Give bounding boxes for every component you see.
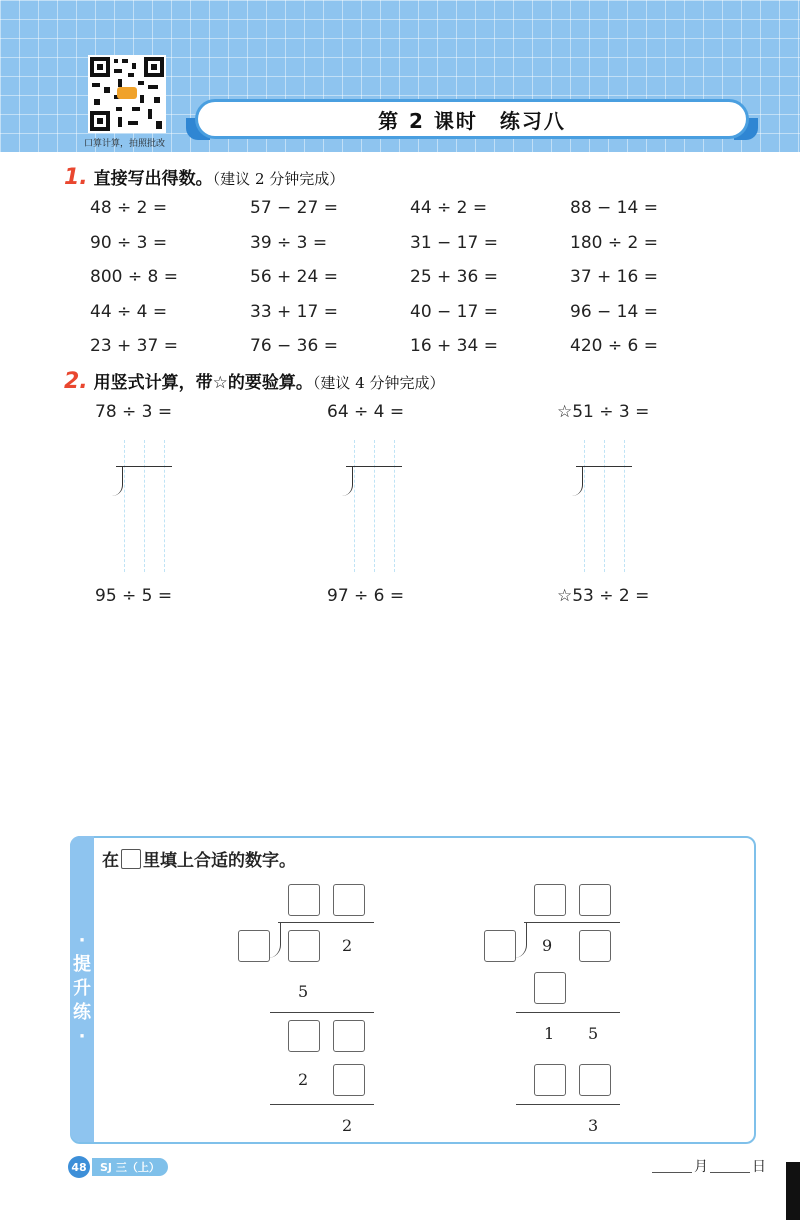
math-problem: 88 − 14 = <box>570 198 658 218</box>
vertical-problem: 95 ÷ 5 = <box>95 586 173 606</box>
answer-box[interactable] <box>288 884 320 916</box>
section2-heading <box>64 368 445 394</box>
section2-number: 2. <box>64 369 88 394</box>
section1-heading <box>64 164 344 190</box>
answer-box[interactable] <box>579 884 611 916</box>
bonus-tab-char: · <box>78 930 86 951</box>
vertical-problem: 78 ÷ 3 = <box>95 402 173 422</box>
division-line <box>278 922 374 923</box>
division-line <box>516 1104 620 1105</box>
book-label: SJ 三（上） <box>92 1158 168 1176</box>
division-line <box>270 1104 374 1105</box>
qr-caption: 口算计算，拍照批改 <box>84 139 166 149</box>
guide-line <box>144 440 145 572</box>
answer-box[interactable] <box>333 884 365 916</box>
bonus-tab <box>70 836 94 1142</box>
division-bracket <box>576 466 632 497</box>
math-row <box>90 196 730 231</box>
section1-number: 1. <box>64 165 88 190</box>
guide-line <box>584 440 585 572</box>
answer-box[interactable] <box>534 1064 566 1096</box>
math-row <box>90 300 730 335</box>
month-blank[interactable] <box>652 1160 692 1173</box>
bonus-tab-char: 提 <box>73 954 91 975</box>
division-bracket <box>116 466 172 497</box>
remainder-digit: 2 <box>342 1116 353 1135</box>
section2-hint: （建议 4 分钟完成） <box>312 374 445 392</box>
answer-box[interactable] <box>534 884 566 916</box>
math-problem: 56 + 24 = <box>250 267 338 287</box>
math-problem: 25 + 36 = <box>410 267 498 287</box>
page-number: 48 <box>68 1156 90 1178</box>
math-problem: 90 ÷ 3 = <box>90 232 168 253</box>
division-line <box>270 1012 374 1013</box>
section1-hint: （建议 2 分钟完成） <box>212 170 345 188</box>
bonus-title-end: 里填上合适的数字。 <box>143 851 296 871</box>
answer-box[interactable] <box>484 930 516 962</box>
guide-line <box>624 440 625 572</box>
lesson-title: 第 2 课时 练习八 <box>378 108 566 133</box>
given-digit: 9 <box>542 936 553 955</box>
math-row <box>90 265 730 300</box>
given-digit: 5 <box>588 1024 599 1043</box>
answer-box[interactable] <box>333 1020 365 1052</box>
math-row <box>90 334 730 369</box>
math-problem: 40 − 17 = <box>410 301 498 322</box>
vertical-problem: ☆53 ÷ 2 = <box>557 586 650 606</box>
division-bracket <box>346 466 402 497</box>
answer-box[interactable] <box>534 972 566 1004</box>
math-problem: 37 + 16 = <box>570 267 658 287</box>
math-problem: 39 ÷ 3 = <box>250 232 328 253</box>
math-problem: 16 + 34 = <box>410 336 498 356</box>
guide-line <box>374 440 375 572</box>
section1-title: 直接写出得数。 <box>93 169 213 189</box>
bonus-tab-char: 练 <box>73 1002 91 1023</box>
day-blank[interactable] <box>710 1160 750 1173</box>
day-label: 日 <box>752 1159 766 1175</box>
bonus-tab-char: · <box>78 1026 86 1047</box>
date-field <box>650 1156 766 1176</box>
page-edge-mark <box>786 1162 800 1220</box>
math-problem: 420 ÷ 6 = <box>570 336 658 356</box>
answer-box[interactable] <box>288 930 320 962</box>
bonus-panel <box>70 836 756 1144</box>
vertical-problem: ☆51 ÷ 3 = <box>557 402 650 422</box>
vertical-problem: 97 ÷ 6 = <box>327 586 405 606</box>
division-line <box>516 1012 620 1013</box>
given-digit: 2 <box>342 936 353 955</box>
math-problem: 23 + 37 = <box>90 336 178 356</box>
answer-box[interactable] <box>238 930 270 962</box>
guide-line <box>124 440 125 572</box>
guide-line <box>394 440 395 572</box>
given-digit: 5 <box>298 982 309 1001</box>
math-problem: 76 − 36 = <box>250 336 338 356</box>
vertical-problem: 64 ÷ 4 = <box>327 402 405 422</box>
math-problem: 57 − 27 = <box>250 198 338 218</box>
answer-box[interactable] <box>333 1064 365 1096</box>
given-digit: 1 <box>544 1024 555 1043</box>
math-problem: 33 + 17 = <box>250 301 338 322</box>
mental-math-grid <box>90 196 730 369</box>
guide-line <box>164 440 165 572</box>
math-problem: 800 ÷ 8 = <box>90 267 178 287</box>
bonus-tab-char: 升 <box>73 978 91 999</box>
math-problem: 44 ÷ 4 = <box>90 301 168 322</box>
bonus-title <box>102 846 296 871</box>
section2-title: 用竖式计算，带☆的要验算。 <box>93 373 313 393</box>
answer-box[interactable] <box>579 930 611 962</box>
division-line <box>524 922 620 923</box>
blank-box-icon <box>121 849 141 869</box>
math-problem: 44 ÷ 2 = <box>410 198 488 218</box>
answer-box[interactable] <box>288 1020 320 1052</box>
month-label: 月 <box>694 1159 708 1175</box>
math-problem: 96 − 14 = <box>570 301 658 322</box>
qr-code-icon[interactable] <box>88 55 166 133</box>
guide-line <box>354 440 355 572</box>
math-problem: 180 ÷ 2 = <box>570 232 658 253</box>
math-row <box>90 231 730 266</box>
remainder-digit: 3 <box>588 1116 599 1135</box>
math-problem: 31 − 17 = <box>410 232 498 253</box>
guide-line <box>604 440 605 572</box>
math-problem: 48 ÷ 2 = <box>90 198 168 218</box>
bonus-title-start: 在 <box>102 851 119 871</box>
lesson-title-ribbon <box>198 102 746 136</box>
answer-box[interactable] <box>579 1064 611 1096</box>
given-digit: 2 <box>298 1070 309 1089</box>
